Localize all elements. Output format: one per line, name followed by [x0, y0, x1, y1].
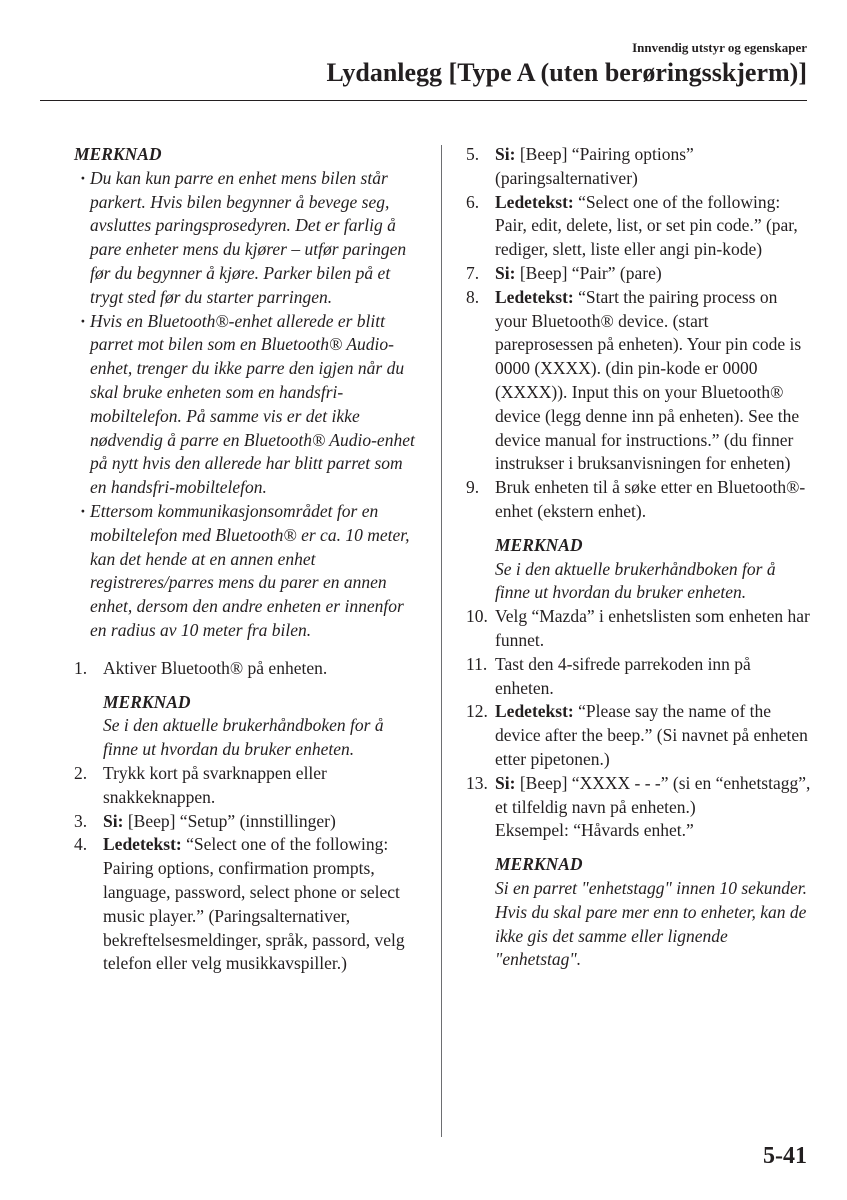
- right-column: [466, 143, 811, 972]
- step-item: 12. Ledetekst: “Please say the name of the device after the beep.” (Si navnet på enheten etter pipetonen.): [466, 701, 808, 769]
- bullet-dot-icon: ·: [80, 310, 86, 331]
- step-lead: Si:: [103, 810, 124, 831]
- step-item: 11. Tast den 4-sifrede parrekoden inn på enheten.: [466, 653, 751, 698]
- bullet-dot-icon: ·: [80, 500, 86, 521]
- step-text: “Select one of the following: Pair, edit, delete, list, or set pin code.” (par, rediger, slett, liste eller angi pin-kode): [495, 191, 798, 260]
- step-text: Trykk kort på svarknappen eller snakkeknappen.: [103, 762, 327, 807]
- note-text: Se i den aktuelle brukerhåndboken for å finne ut hvordan du bruker enheten.: [103, 715, 384, 760]
- step-note: [466, 534, 811, 605]
- step-item: 9. Bruk enheten til å søke etter en Bluetooth®-enhet (ekstern enhet).: [466, 477, 806, 521]
- step-text: Bruk enheten til å søke etter en Bluetooth®-enhet (ekstern enhet).: [495, 477, 806, 521]
- step-lead: Ledetekst:: [495, 191, 574, 212]
- step-lead: Si:: [495, 772, 516, 793]
- step-lead: Ledetekst:: [495, 701, 574, 722]
- header-subtitle: Innvendig utstyr og egenskaper: [632, 40, 807, 55]
- step-item: 5. Si: [Beep] “Pairing options” (paringsalternativer): [466, 144, 694, 188]
- step-text: Velg “Mazda” i enhetslisten som enheten har funnet.: [495, 606, 810, 650]
- step-text: Tast den 4-sifrede parrekoden inn på enheten.: [495, 653, 751, 698]
- step-item: 2. Trykk kort på svarknappen eller snakkeknappen.: [74, 762, 327, 807]
- left-column: [74, 143, 419, 976]
- bullet-dot-icon: ·: [80, 167, 86, 188]
- step-text: “Select one of the following: Pairing options, confirmation prompts, language, password, select phone or select music player.” (Paringsalternativer, bekreftelsesmeldinger, språk, passord, velg telefon eller velg musikkavspiller.): [103, 834, 405, 974]
- step-note: [466, 853, 811, 972]
- step-text: [Beep] “XXXX - - -” (si en “enhetstagg”, et tilfeldig navn på enheten.): [495, 772, 811, 817]
- page-number: 5-41: [763, 1143, 807, 1169]
- note-title: MERKNAD: [103, 691, 191, 712]
- note-title: MERKNAD: [495, 534, 583, 555]
- note-text: Se i den aktuelle brukerhåndboken for å finne ut hvordan du bruker enheten.: [495, 558, 776, 603]
- step-text: [Beep] “Pair” (pare): [515, 262, 662, 283]
- step-lead: Si:: [495, 262, 516, 283]
- page-title: Lydanlegg [Type A (uten berøringsskjerm)]: [326, 58, 807, 87]
- step-lead: Ledetekst:: [495, 286, 574, 307]
- step-text: “Start the pairing process on your Bluetooth® device. (start pareprosessen på enheten). Your pin code is 0000 (XXXX). (din pin-kode er 0000 (XXXX)). Input this on your Bluetooth® device (legg denne inn på enheten). See the device manual for instructions.” (du finner instrukser i bruksanvisningen for enheten): [495, 286, 802, 474]
- step-item: 10. Velg “Mazda” i enhetslisten som enheten har funnet.: [466, 606, 810, 650]
- note-title: MERKNAD: [495, 854, 583, 875]
- step-item: 13. Si: [Beep] “XXXX - - -” (si en “enhetstagg”, et tilfeldig navn på enheten.) Eksempel: “Håvards enhet.”: [466, 772, 811, 843]
- step-item: 4. Ledetekst: “Select one of the following: Pairing options, confirmation prompts, language, password, select phone or select music player.” (Paringsalternativer, bekreftelsesmeldinger, språk, passord, velg telefon eller velg musikkavspiller.): [74, 834, 405, 974]
- step-text: [Beep] “Setup” (innstillinger): [123, 810, 336, 831]
- step-item: 6. Ledetekst: “Select one of the following: Pair, edit, delete, list, or set pin code.” (par, rediger, slett, liste eller angi pin-kode): [466, 191, 798, 260]
- note-text: Hvis du skal pare mer enn to enheter, kan de ikke gis det samme eller lignende "enhetstag".: [495, 901, 807, 970]
- step-example: Eksempel: “Håvards enhet.”: [495, 820, 694, 841]
- note-bullet: · Du kan kun parre en enhet mens bilen står parkert. Hvis bilen begynner å bevege seg, avsluttes paringsprosedyren. Det er farlig å pare enheter mens du kjører – utfør paringen før du begynner å kjøre. Parker bilen på et trygt sted før du starter parringen.: [80, 167, 407, 307]
- note-bullet-list: [74, 167, 419, 643]
- step-item: 7. Si: [Beep] “Pair” (pare): [466, 262, 662, 283]
- note-bullet: · Hvis en Bluetooth®-enhet allerede er blitt parret mot bilen som en Bluetooth® Audio-enhet, trenger du ikke parre den igjen når du skal bruke enheten som en handsfri-mobiltelefon. På samme vis er det ikke nødvendig å parre en Bluetooth® Audio-enhet på nytt hvis den allerede har blitt parret som en handsfri-mobiltelefon.: [80, 310, 415, 498]
- step-item: 8. Ledetekst: “Start the pairing process on your Bluetooth® device. (start pareprosessen på enheten). Your pin code is 0000 (XXXX). (din pin-kode er 0000 (XXXX)). Input this on your Bluetooth® device (legg denne inn på enheten). See the device manual for instructions.” (du finner instrukser i bruksanvisningen for enheten): [466, 286, 802, 474]
- step-text: Aktiver Bluetooth® på enheten.: [103, 657, 328, 678]
- step-text: “Please say the name of the device after the beep.” (Si navnet på enheten etter pipetonen.): [495, 701, 808, 769]
- column-divider: [441, 145, 442, 1137]
- step-lead: Si:: [495, 144, 516, 164]
- step-text: [Beep] “Pairing options” (paringsalternativer): [495, 144, 694, 188]
- note-text: Si en parret "enhetstagg" innen 10 sekunder.: [495, 877, 807, 898]
- note-title: MERKNAD: [74, 144, 162, 164]
- header-divider: [40, 100, 807, 101]
- step-lead: Ledetekst:: [103, 834, 182, 855]
- note-bullet: · Ettersom kommunikasjonsområdet for en mobiltelefon med Bluetooth® er ca. 10 meter, kan det hende at en annen enhet registreres/parres mens du parer en annen enhet, dersom den andre enheten er innenfor en radius av 10 meter fra bilen.: [80, 500, 410, 640]
- step-item: 1. Aktiver Bluetooth® på enheten.: [74, 657, 328, 678]
- step-note: [74, 691, 419, 762]
- step-item: 3. Si: [Beep] “Setup” (innstillinger): [74, 810, 336, 831]
